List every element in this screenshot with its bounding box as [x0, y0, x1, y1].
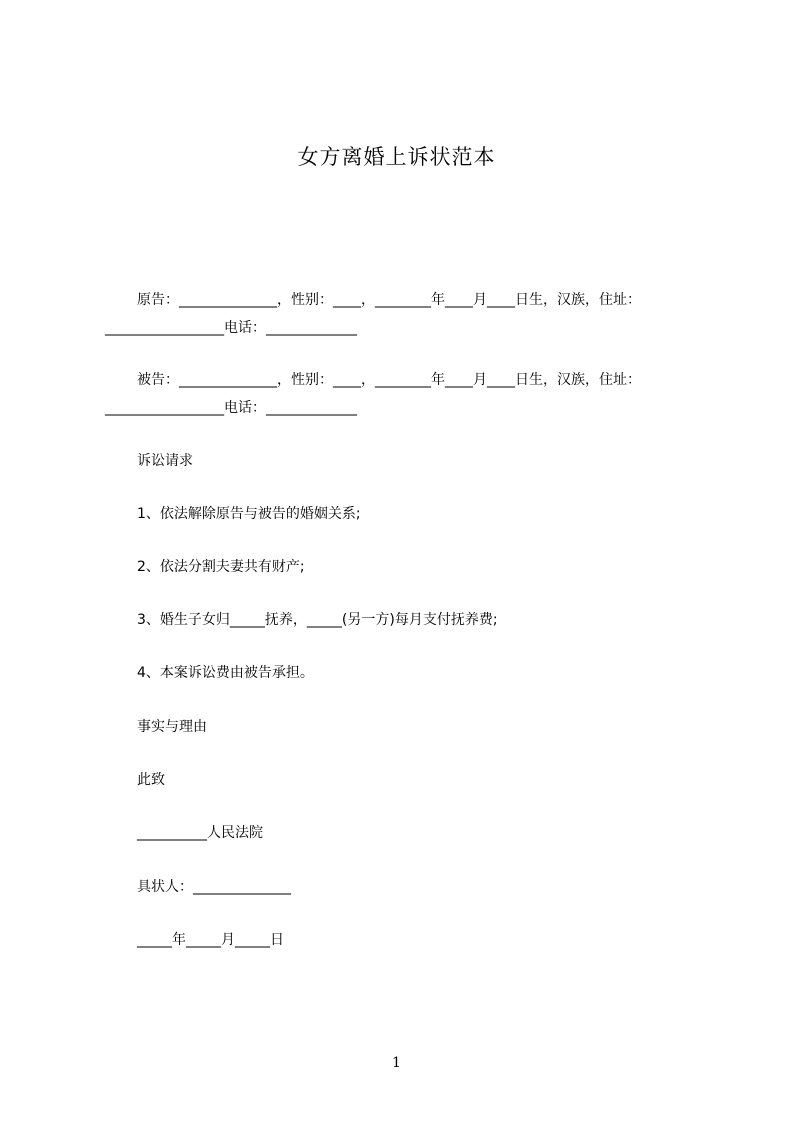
claim-item-4: 4、本案诉讼费由被告承担。: [137, 665, 314, 681]
page-number: 1: [392, 1055, 401, 1071]
claim-item-2: 2、依法分割夫妻共有财产;: [137, 559, 305, 575]
claims-heading: 诉讼请求: [137, 453, 193, 469]
claim-item-3: 3、婚生子女归_____抚养，_____(另一方)每月支付抚养费;: [137, 612, 498, 628]
plaintiff-line-1: 原告：______________，性别：____，________年____月____日生，汉族，住址：: [137, 292, 641, 308]
plaintiff-line-2: _________________电话：_____________: [105, 320, 357, 336]
facts-heading: 事实与理由: [137, 719, 207, 735]
defendant-line-2: _________________电话：_____________: [105, 400, 357, 416]
date-line: _____年_____月_____日: [137, 932, 284, 948]
document-title: 女方离婚上诉状范本: [297, 145, 496, 169]
defendant-line-1: 被告：______________，性别：____，________年____月____日生，汉族，住址：: [137, 372, 641, 388]
closing-phrase: 此致: [137, 772, 165, 788]
signer-line: 具状人：______________: [137, 879, 291, 895]
court-line: __________人民法院: [137, 825, 263, 841]
claim-item-1: 1、依法解除原告与被告的婚姻关系;: [137, 506, 361, 522]
